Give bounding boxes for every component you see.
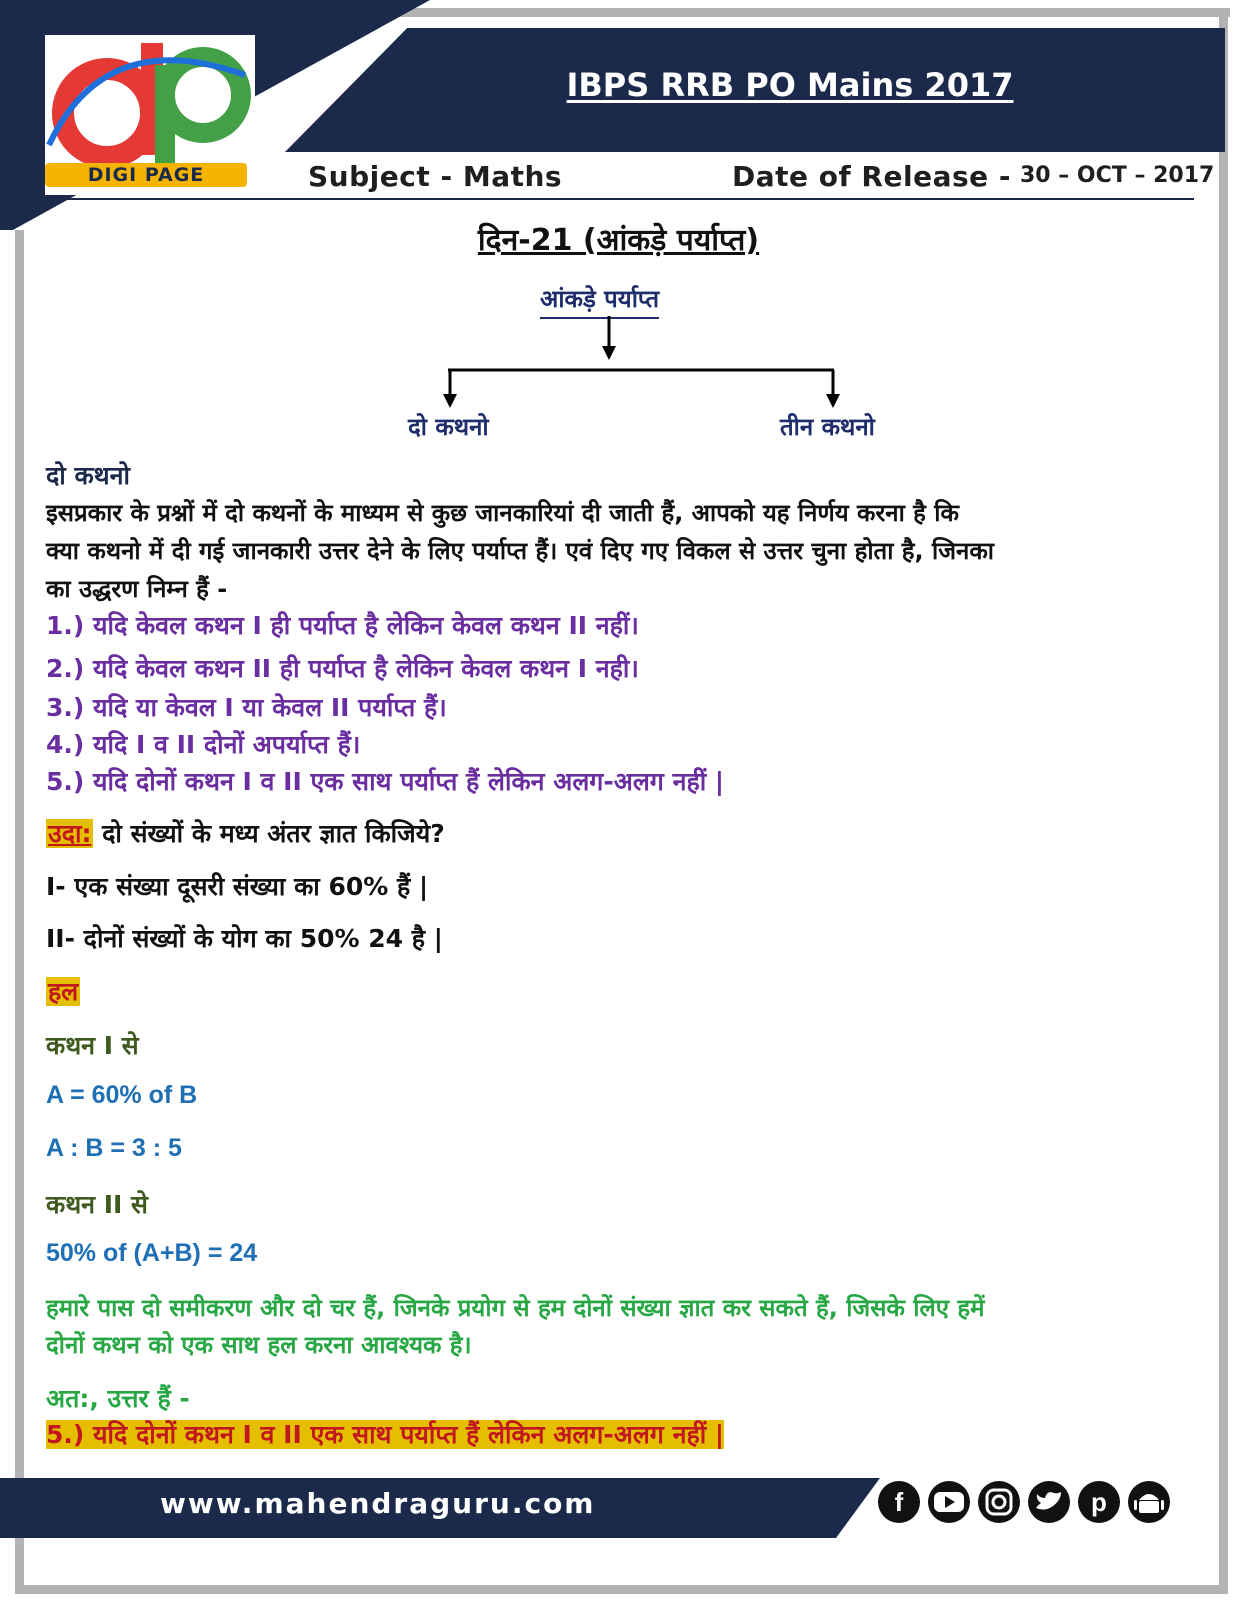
svg-text:f: f	[894, 1487, 904, 1517]
exam-title: IBPS RRB PO Mains 2017	[566, 66, 1014, 104]
youtube-icon[interactable]	[928, 1481, 970, 1523]
example-question	[46, 816, 445, 850]
statement-1: I- एक संख्या दूसरी संख्या का 60% हैं |	[46, 872, 429, 901]
conclusion-line: हमारे पास दो समीकरण और दो चर हैं, जिनके प्रयोग से हम दोनों संख्या ज्ञात कर सकते हैं, जिसके लिए हमें	[46, 1294, 985, 1322]
answer-label: अत:, उत्तर हैं -	[46, 1384, 190, 1413]
option-item: 2.) यदि केवल कथन II ही पर्याप्त है लेकिन केवल कथन I नही।	[46, 654, 639, 683]
diagram-right: तीन कथनो	[780, 413, 875, 441]
pinterest-icon[interactable]	[1078, 1481, 1120, 1523]
section-heading: दो कथनो	[46, 461, 130, 490]
page-title: दिन-21 (आंकड़े पर्याप्त)	[477, 223, 760, 258]
equation-1: A = 60% of B	[46, 1081, 198, 1109]
option-item: 4.) यदि I व II दोनों अपर्याप्त हैं।	[46, 730, 361, 759]
from-statement-1: कथन I से	[46, 1031, 139, 1060]
header-divider	[46, 198, 1194, 200]
page-frame-bottom	[15, 1585, 1228, 1594]
solution-heading	[46, 974, 80, 1008]
diagram-root: आंकड़े पर्याप्त	[540, 282, 659, 319]
statement-2: II- दोनों संख्यों के योग का 50% 24 है |	[46, 924, 443, 953]
intro-line: का उद्धरण निम्न हैं -	[46, 575, 228, 603]
release-date: 30 – OCT – 2017	[1020, 163, 1215, 188]
intro-line: इसप्रकार के प्रश्नों में दो कथनों के माध्यम से कुछ जानकारियां दी जाती हैं, आपको यह निर्णय करना है कि	[46, 499, 959, 527]
tree-diagram	[0, 280, 1237, 450]
equation-2: A : B = 3 : 5	[46, 1134, 182, 1162]
intro-line: क्या कथनो में दी गई जानकारी उत्तर देने के लिए पर्याप्त हैं। एवं दिए गए विकल से उत्तर चुना होता है, जिनका	[46, 537, 995, 565]
equation-3: 50% of (A+B) = 24	[46, 1239, 258, 1267]
from-statement-2: कथन II से	[46, 1190, 148, 1219]
answer-text: 5.) यदि दोनों कथन I व II एक साथ पर्याप्त हैं लेकिन अलग-अलग नहीं |	[46, 1420, 725, 1449]
solution-label: हल	[48, 977, 79, 1006]
release-label: Date of Release -	[732, 160, 1011, 193]
footer-url[interactable]: www.mahendraguru.com	[160, 1487, 596, 1520]
option-item: 5.) यदि दोनों कथन I व II एक साथ पर्याप्त हैं लेकिन अलग-अलग नहीं |	[46, 767, 725, 796]
twitter-icon[interactable]	[1028, 1481, 1070, 1523]
diagram-left: दो कथनो	[408, 413, 489, 441]
logo-label: DIGI PAGE	[45, 163, 247, 187]
example-label: उदा:	[48, 819, 92, 848]
facebook-icon[interactable]	[878, 1481, 920, 1523]
conclusion-line: दोनों कथन को एक साथ हल करना आवश्यक है।	[46, 1331, 472, 1359]
diagram-arrows	[0, 280, 1237, 420]
social-icons	[875, 1478, 1175, 1526]
svg-text:p: p	[1091, 1487, 1107, 1517]
subject-label: Subject - Maths	[308, 160, 563, 193]
android-icon[interactable]	[1128, 1481, 1170, 1523]
option-item: 3.) यदि या केवल I या केवल II पर्याप्त हैं।	[46, 693, 447, 722]
example-question-text: दो संख्यों के मध्य अंतर ज्ञात किजिये?	[93, 819, 445, 848]
answer	[46, 1417, 724, 1451]
instagram-icon[interactable]	[978, 1481, 1020, 1523]
option-item: 1.) यदि केवल कथन I ही पर्याप्त है लेकिन केवल कथन II नहीं।	[46, 611, 639, 640]
